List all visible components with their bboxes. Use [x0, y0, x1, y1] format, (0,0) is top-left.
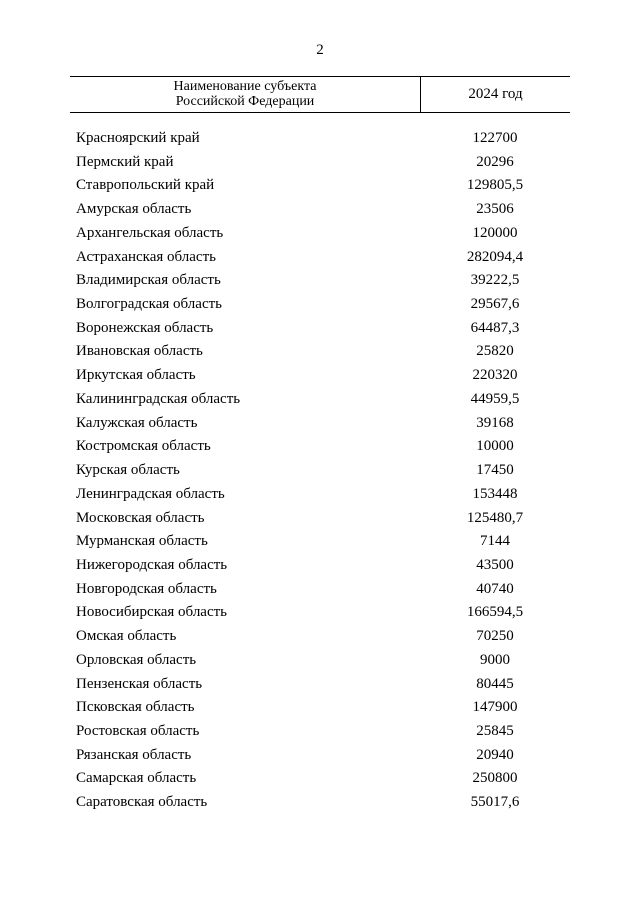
region-name: Курская область	[76, 462, 180, 479]
value-2024: 23506	[476, 201, 514, 218]
table-row	[0, 151, 640, 175]
table-row	[0, 530, 640, 554]
region-name: Новгородская область	[76, 580, 217, 597]
table-row	[0, 412, 640, 436]
table-row	[0, 459, 640, 483]
value-2024: 29567,6	[470, 296, 520, 313]
table-row	[0, 174, 640, 198]
table-row	[0, 720, 640, 744]
region-name: Владимирская область	[76, 272, 221, 289]
region-name: Новосибирская область	[76, 604, 228, 621]
table-row	[0, 127, 640, 151]
table-row	[0, 269, 640, 293]
table-row	[0, 744, 640, 768]
value-2024: 20940	[476, 746, 514, 763]
region-name: Калининградская область	[76, 390, 241, 407]
region-name: Ивановская область	[76, 343, 203, 360]
value-2024: 9000	[480, 651, 510, 668]
region-name: Нижегородская область	[76, 556, 228, 573]
value-2024: 122700	[472, 130, 518, 146]
table-row	[0, 246, 640, 270]
table-row	[0, 625, 640, 649]
table-row	[0, 364, 640, 388]
value-2024: 220320	[472, 367, 518, 384]
value-2024: 25820	[476, 343, 514, 360]
region-name: Псковская область	[76, 699, 195, 716]
region-name: Саратовская область	[76, 794, 208, 811]
region-name: Орловская область	[76, 651, 197, 668]
table-row	[0, 198, 640, 222]
region-name: Ростовская область	[76, 722, 200, 739]
value-2024: 17450	[476, 462, 514, 479]
region-name: Мурманская область	[76, 533, 208, 550]
region-name: Костромская область	[76, 438, 211, 455]
value-2024: 20296	[476, 153, 514, 170]
region-name: Астраханская область	[76, 248, 216, 265]
value-2024: 39222,5	[470, 272, 520, 289]
table-row	[0, 767, 640, 791]
table-row	[0, 696, 640, 720]
value-2024: 166594,5	[466, 604, 524, 621]
value-2024: 64487,3	[470, 319, 520, 336]
value-2024: 7144	[480, 533, 510, 550]
value-2024: 153448	[472, 485, 518, 502]
table-body	[0, 127, 640, 815]
table-row	[0, 554, 640, 578]
value-2024: 282094,4	[466, 248, 524, 265]
region-name: Волгоградская область	[76, 296, 222, 313]
table-row	[0, 483, 640, 507]
value-2024: 40740	[476, 580, 514, 597]
header-region-name	[70, 79, 420, 109]
table-row	[0, 317, 640, 341]
region-name: Пермский край	[76, 153, 174, 170]
region-name: Амурская область	[76, 201, 192, 218]
region-name: Архангельская область	[76, 224, 224, 241]
table-row	[0, 293, 640, 317]
header-region-name-line1: Наименование субъекта	[173, 79, 317, 94]
region-name: Ставропольский край	[76, 177, 215, 194]
region-name: Иркутская область	[76, 367, 196, 384]
table-row	[0, 578, 640, 602]
table-header	[70, 76, 570, 113]
table-row	[0, 601, 640, 625]
table-row	[0, 222, 640, 246]
table-row	[0, 435, 640, 459]
region-name: Омская область	[76, 628, 177, 645]
header-year: 2024 год	[468, 86, 523, 102]
region-name: Калужская область	[76, 414, 198, 431]
region-name: Рязанская область	[76, 746, 192, 763]
region-name: Воронежская область	[76, 319, 214, 336]
table-row	[0, 673, 640, 697]
value-2024: 129805,5	[466, 177, 524, 194]
value-2024: 55017,6	[470, 794, 520, 811]
value-2024: 39168	[476, 414, 514, 431]
value-2024: 43500	[476, 556, 514, 573]
page-number: 2	[316, 42, 324, 58]
table-row	[0, 649, 640, 673]
table-row	[0, 791, 640, 815]
table-row	[0, 507, 640, 531]
value-2024: 70250	[476, 628, 514, 645]
value-2024: 25845	[476, 722, 514, 739]
value-2024: 10000	[476, 438, 514, 455]
value-2024: 80445	[476, 675, 514, 692]
region-name: Ленинградская область	[76, 485, 225, 502]
region-name: Красноярский край	[76, 130, 200, 146]
region-name: Самарская область	[76, 770, 197, 787]
region-name: Московская область	[76, 509, 205, 526]
value-2024: 147900	[472, 699, 518, 716]
table-row	[0, 388, 640, 412]
header-region-name-line2: Российской Федерации	[175, 94, 315, 109]
table-row	[0, 340, 640, 364]
value-2024: 250800	[472, 770, 518, 787]
value-2024: 125480,7	[466, 509, 524, 526]
value-2024: 120000	[472, 224, 518, 241]
region-name: Пензенская область	[76, 675, 203, 692]
value-2024: 44959,5	[470, 390, 520, 407]
